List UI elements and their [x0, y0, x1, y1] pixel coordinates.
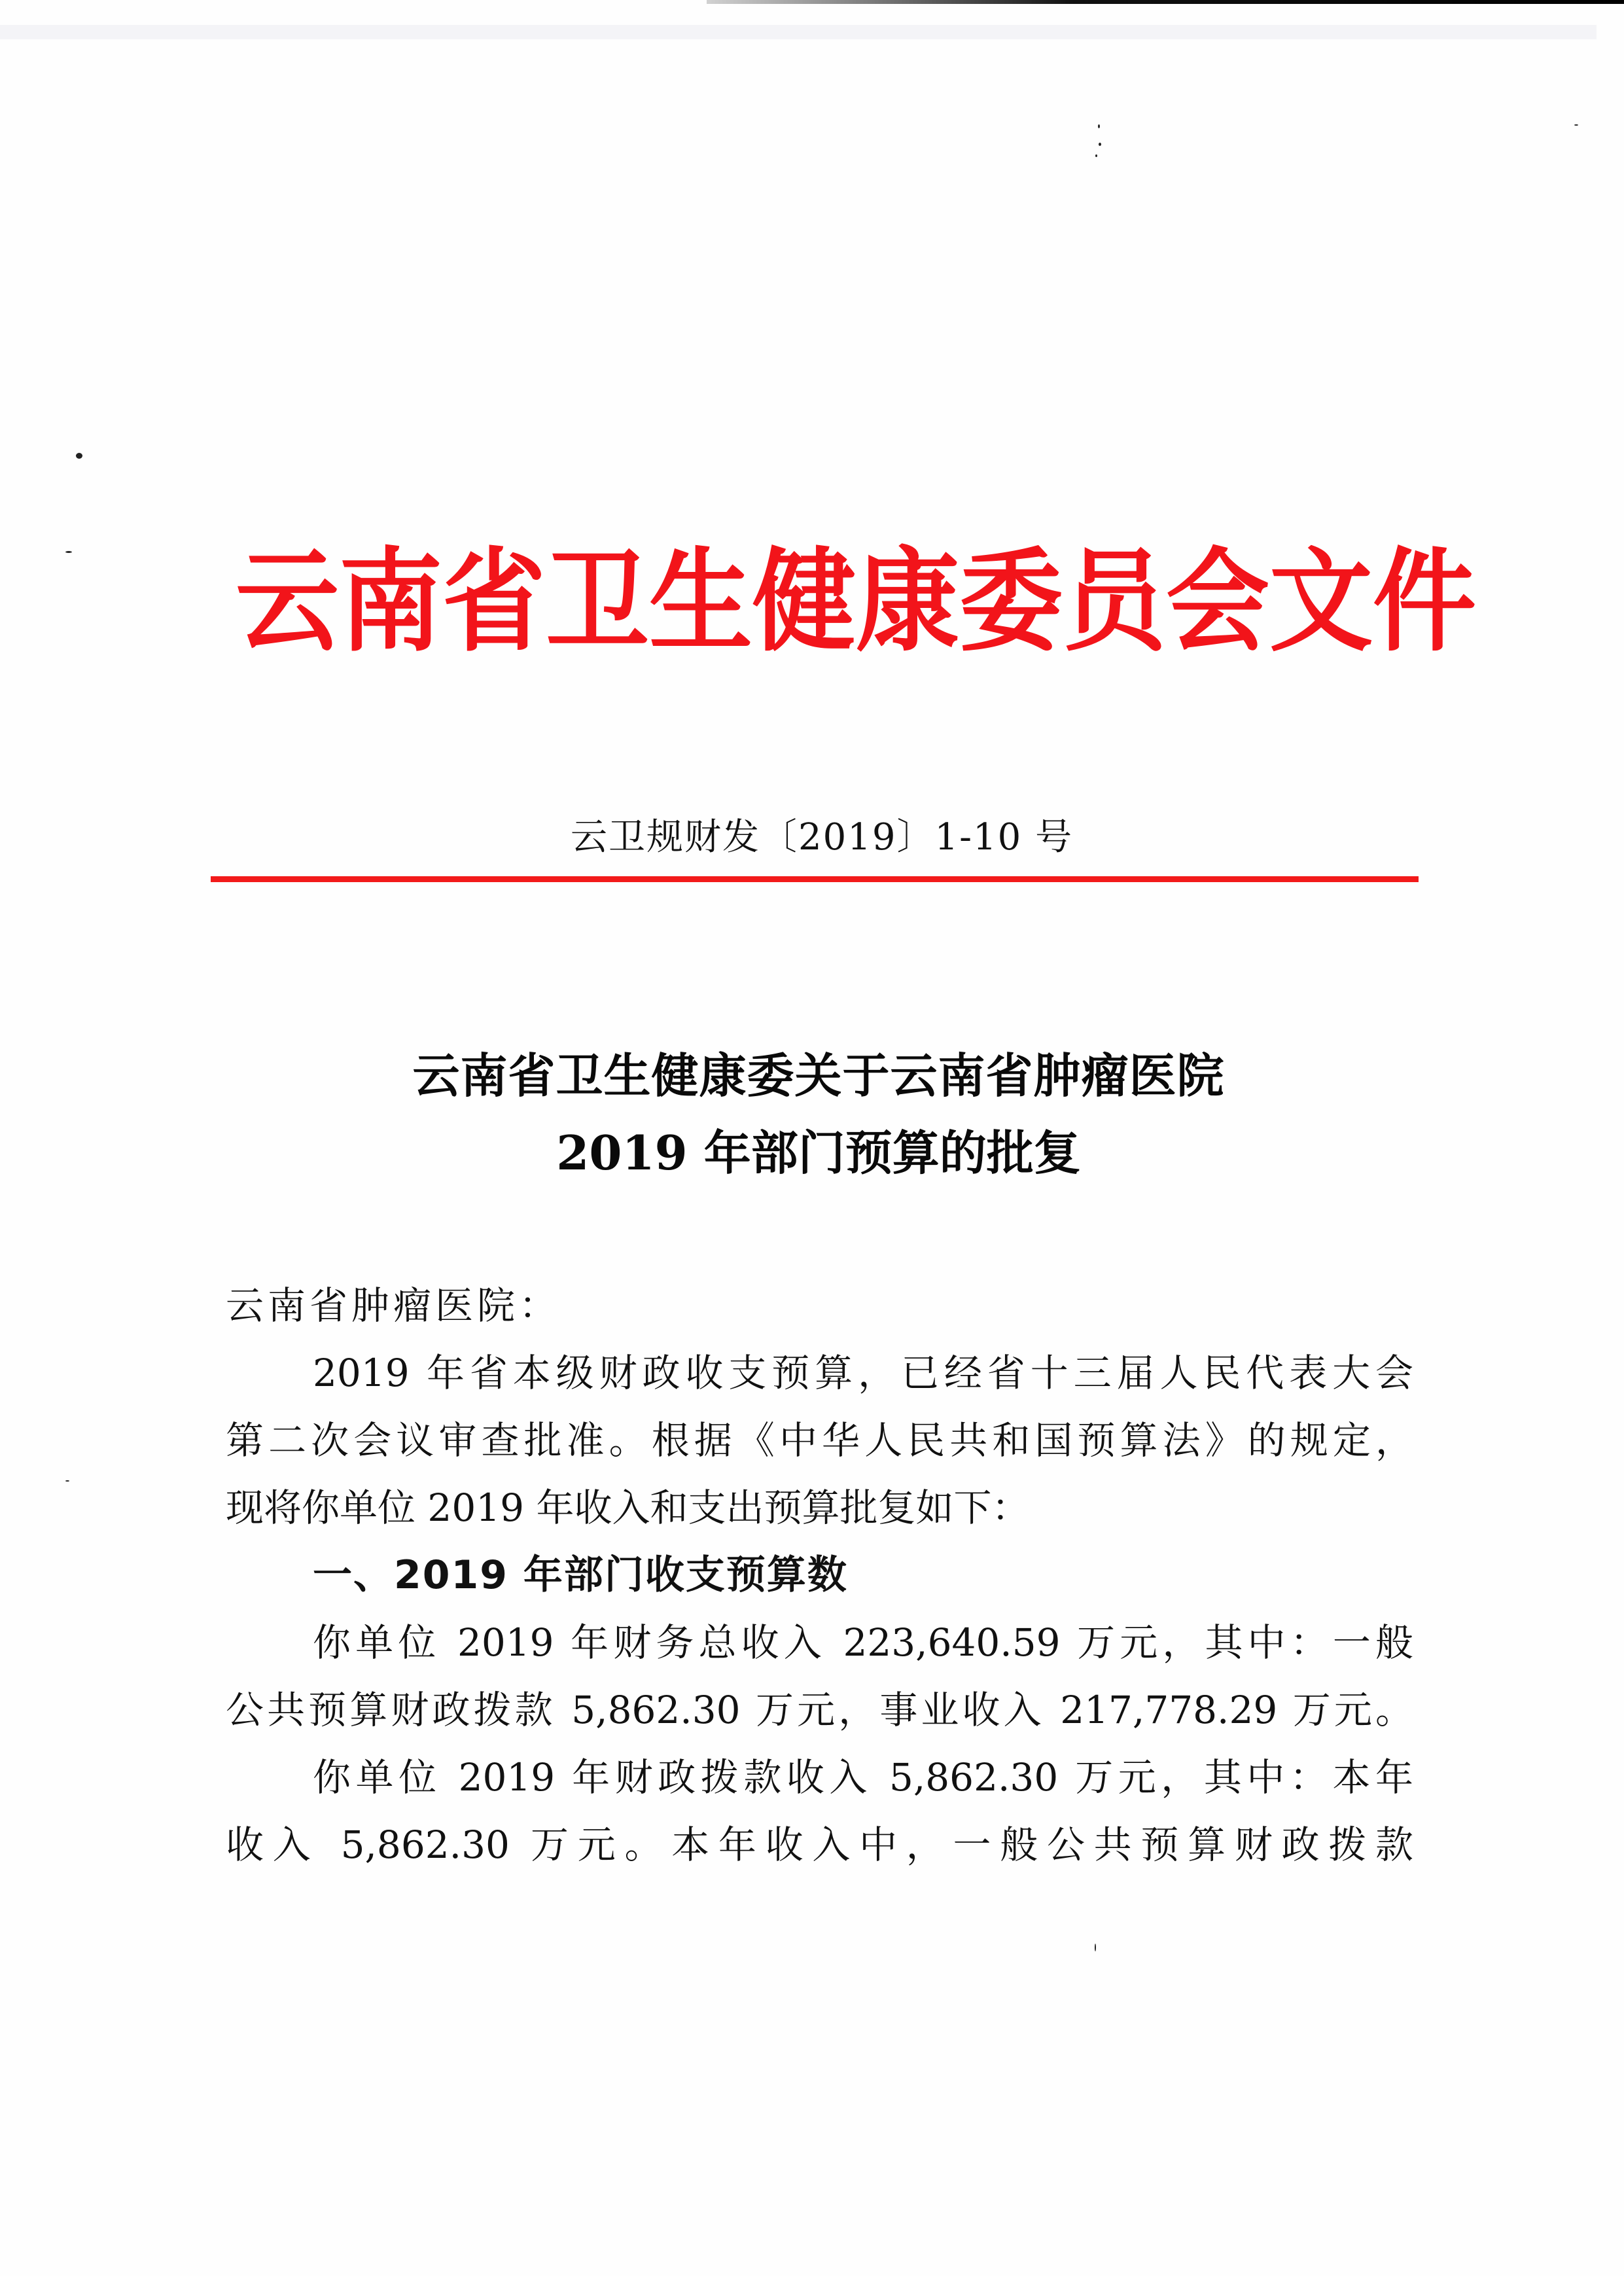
masthead-char: 件: [1373, 536, 1476, 667]
scan-speck: [1095, 154, 1097, 157]
title-line-2: 2019 年部门预算的批复: [556, 1125, 1081, 1181]
title-line-1: 云南省卫生健康委关于云南省肿瘤医院: [412, 1048, 1225, 1103]
masthead-char: 委: [959, 536, 1063, 667]
scan-speck: [76, 453, 82, 459]
body-line: 你单位 2019 年财务总收入 223,640.59 万元，其中：一般: [313, 1620, 1413, 1665]
body-line: 你单位 2019 年财政拨款收入 5,862.30 万元，其中：本年: [313, 1755, 1413, 1800]
masthead-char: 康: [856, 536, 959, 667]
red-divider-rule: [211, 876, 1419, 882]
scan-speck: [1099, 143, 1101, 146]
masthead-char: 云: [236, 536, 339, 667]
scan-speck: [65, 551, 72, 553]
masthead-char: 健: [752, 536, 856, 667]
document-title: [0, 1037, 1624, 1192]
masthead-char: 文: [1269, 536, 1373, 667]
masthead-char: 会: [1166, 536, 1269, 667]
masthead-char: 省: [442, 536, 546, 667]
salutation: 云南省肿瘤医院：: [226, 1283, 561, 1328]
scan-speck: [1095, 1944, 1096, 1951]
body-line: 2019 年省本级财政收支预算，已经省十三届人民代表大会: [313, 1351, 1413, 1395]
scan-noise-band: [0, 25, 1597, 39]
document-number: 云卫规财发〔2019〕1-10 号: [570, 816, 1074, 859]
body-line: 收入 5,862.30 万元。本年收入中，一般公共预算财政拨款: [226, 1823, 1413, 1867]
body-line: 第二次会议审查批准。根据《中华人民共和国预算法》的规定，: [226, 1418, 1413, 1463]
section-heading: 一、2019 年部门收支预算数: [313, 1552, 848, 1598]
body-line: 现将你单位 2019 年收入和支出预算批复如下：: [226, 1485, 1030, 1530]
masthead-char: 卫: [546, 536, 649, 667]
scan-speck: [65, 1480, 69, 1482]
masthead-title: [236, 536, 1476, 667]
scan-speck: [1098, 124, 1100, 128]
masthead-char: 南: [339, 536, 442, 667]
masthead-char: 员: [1063, 536, 1166, 667]
masthead-char: 生: [649, 536, 752, 667]
document-body: [226, 1279, 1413, 1886]
body-line: 公共预算财政拨款 5,862.30 万元，事业收入 217,778.29 万元。: [226, 1688, 1413, 1732]
scan-edge-artifact: [707, 0, 1624, 4]
scan-speck: [1574, 124, 1578, 126]
